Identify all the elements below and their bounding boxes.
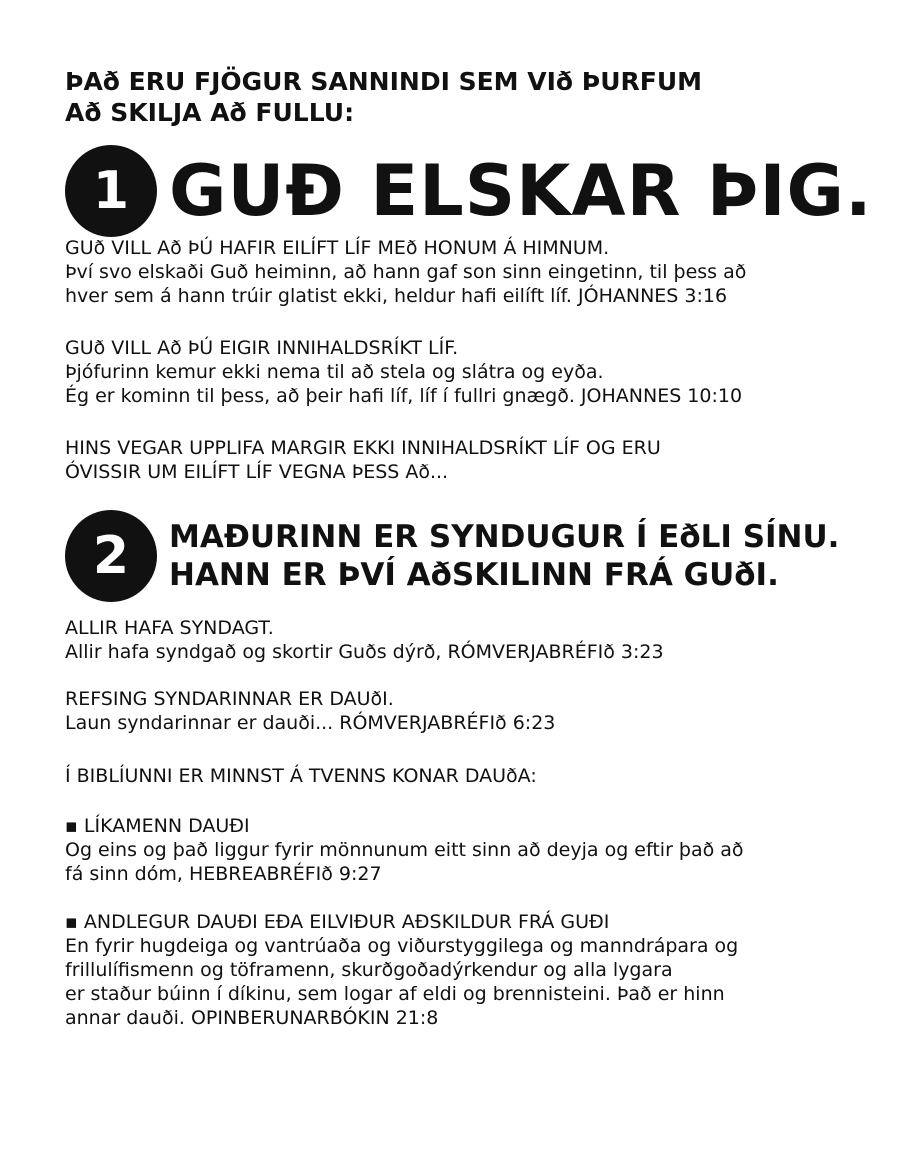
section-heading: GUð VILL Að ÞÚ EIGIR INNIHALDSRÍKT LÍF. — [65, 337, 459, 359]
point-2-title — [169, 518, 839, 594]
intro-heading — [65, 66, 885, 128]
section-heading: REFSING SYNDARINNAR ER DAUðI. — [65, 688, 394, 710]
scripture-line: er staður búinn í díkinu, sem logar af eldi og brennisteini. Það er hinn — [65, 983, 725, 1005]
section-spiritual-death — [65, 910, 865, 1030]
scripture-line: hver sem á hann trúir glatist ekki, heldur hafi eilíft líf. JÓHANNES 3:16 — [65, 285, 728, 307]
scripture-line: frillulífismenn og töframenn, skurðgoðadýrkendur og alla lygara — [65, 959, 673, 981]
bullet-heading: ▪ ANDLEGUR DAUÐI EÐA EILVIÐUR AÐSKILDUR FRÁ GUÐI — [65, 911, 610, 933]
section-heading: Í BIBLÍUNNI ER MINNST Á TVENNS KONAR DAUðA: — [65, 765, 537, 787]
number-badge-2: 2 — [65, 510, 157, 602]
section-all-sinned — [65, 616, 865, 664]
number-badge-1: 1 — [65, 145, 157, 237]
scripture-line: Og eins og það liggur fyrir mönnunum eitt sinn að deyja og eftir það að — [65, 839, 744, 861]
point-2-title-line-2: HANN ER ÞVÍ AðSKILINN FRÁ GUðI. — [169, 557, 779, 593]
transition-line: ÓVISSIR UM EILÍFT LÍF VEGNA ÞESS Að... — [65, 461, 449, 483]
section-abundant-life — [65, 336, 865, 408]
point-2-heading — [65, 510, 839, 602]
point-1-heading — [65, 145, 873, 237]
scripture-line: Laun syndarinnar er dauði... RÓMVERJABRÉFIð 6:23 — [65, 712, 556, 734]
section-heading: GUð VILL Að ÞÚ HAFIR EILÍFT LÍF MEð HONUM Á HIMNUM. — [65, 237, 610, 259]
transition-text — [65, 436, 865, 484]
section-eternal-life — [65, 236, 865, 308]
section-physical-death — [65, 814, 865, 886]
scripture-line: En fyrir hugdeiga og vantrúaða og viðurstyggilega og manndrápara og — [65, 935, 739, 957]
point-2-title-line-1: MAÐURINN ER SYNDUGUR Í EðLI SÍNU. — [169, 519, 840, 555]
section-heading: ALLIR HAFA SYNDAGT. — [65, 617, 274, 639]
intro-line-1: ÞAð ERU FJÖGUR SANNINDI SEM VIð ÞURFUM — [65, 67, 703, 96]
scripture-line: Þjófurinn kemur ekki nema til að stela og slátra og eyða. — [65, 361, 604, 383]
scripture-line: Allir hafa syndgað og skortir Guðs dýrð, RÓMVERJABRÉFIð 3:23 — [65, 641, 664, 663]
intro-line-2: Að SKILJA Að FULLU: — [65, 98, 355, 127]
point-1-title: GUÐ ELSKAR ÞIG. — [169, 150, 873, 232]
scripture-line: fá sinn dóm, HEBREABRÉFIð 9:27 — [65, 863, 382, 885]
bullet-heading: ▪ LÍKAMENN DAUÐI — [65, 815, 250, 837]
scripture-line: Ég er kominn til þess, að þeir hafi líf, líf í fullri gnægð. JOHANNES 10:10 — [65, 385, 743, 407]
scripture-line: annar dauði. OPINBERUNARBÓKIN 21:8 — [65, 1007, 439, 1029]
transition-line: HINS VEGAR UPPLIFA MARGIR EKKI INNIHALDSRÍKT LÍF OG ERU — [65, 437, 661, 459]
scripture-line: Því svo elskaði Guð heiminn, að hann gaf son sinn eingetinn, til þess að — [65, 261, 747, 283]
section-two-deaths — [65, 764, 865, 788]
section-penalty — [65, 687, 865, 735]
